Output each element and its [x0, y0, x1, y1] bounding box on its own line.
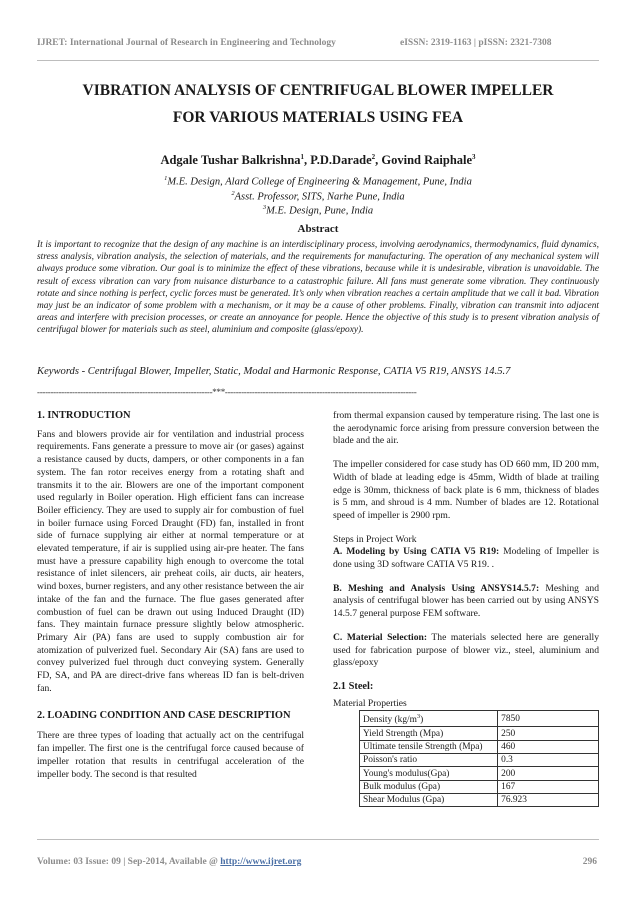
impeller-paragraph: The impeller considered for case study has OD 660 mm, ID 200 mm, Width of blade at leading edge is 45mm, Width of blade at trailing edge is 30mm, thickness of back plate is 6 mm, thickness of blades is 5 mm, and shroud is 4 mm. Number of blades are 12. Rotational speed of impeller is 2900 rpm. — [333, 459, 599, 521]
density-unit-sup: 3 — [416, 713, 421, 721]
property-name — [360, 711, 498, 727]
affiliation-1-sup: 1 — [164, 175, 168, 182]
journal-link[interactable]: http://www.ijret.org — [220, 857, 302, 867]
intro-paragraph: Fans and blowers provide air for ventilation and industrial process requirements. Fans generate a pressure to move air (or gases) against a resistance caused by ducts, dampers, or other components in a fan system. The fan rotor receives energy from a rotating shaft and transmits it to the air. Blowers are one of the important component used regularly in Boiler operation. High efficient fans can increase Boiler efficiency. They are used to supply air for combustion of fuel in boiler furnace using Forced Draught (FD) fan, installed in front side of furnace supplying air either at normal temperature or at elevated temperature, if air is supplied using air-pre heater. The fans must have a pressure capability high enough to overcome the total resistance of inlet silencers, air preheat coils, air ducts, air heaters, wind boxes, burner registers, and any other resistance between the air intake of the fan and the furnace. The flue gases generated after combustion of fuel can be drawn out using Induced Draught (ID) fans. They maintain furnace pressure slightly below atmospheric. Primary Air (PA) fans are used to supply combustion air for atomization of pulverized fuel. Secondary Air (SA) fans are used to convey pulverized fuel through duct conveying system. Generally FD, SA, and PA are direct-drive fans whereas ID fan is belt-driven fan. — [37, 428, 304, 694]
property-value: 460 — [498, 740, 599, 753]
property-value: 167 — [498, 780, 599, 793]
section-separator: -----------------------------------------------------------------***----------------------------------------------------------------------- — [37, 387, 417, 397]
property-value: 200 — [498, 767, 599, 780]
property-name: Poisson's ratio — [360, 754, 498, 767]
table-row — [360, 740, 599, 753]
thermal-paragraph: from thermal expansion caused by temperature rising. The last one is the aerodynamic force arising from pressure conversion between the blade and the air. — [333, 410, 599, 447]
step-a-text: Modeling of Impeller is done using 3D software CATIA V5 R19. . — [333, 546, 599, 571]
steel-heading: 2.1 Steel: — [333, 680, 374, 692]
issn: eISSN: 2319-1163 | pISSN: 2321-7308 — [400, 38, 552, 48]
property-name: Bulk modulus (Gpa) — [360, 780, 498, 793]
keywords: Keywords - Centrifugal Blower, Impeller, Static, Modal and Harmonic Response, CATIA V5 R19, ANSYS 14.5.7 — [37, 366, 511, 377]
author-3: , Govind Raiphale — [375, 153, 473, 168]
step-b-text: Meshing and analysis of centrifugal blower has been carried out by using ANSYS 14.5.7 general purpose FEM software. — [333, 582, 599, 620]
property-name: Yield Strength (Mpa) — [360, 727, 498, 740]
loading-paragraph: There are three types of loading that actually act on the centrifugal fan impeller. The first one is the centrifugal force caused because of impeller rotation that results in centrifugal acceleration of the impeller body. The second is that resulted — [37, 730, 304, 780]
affiliation-2 — [37, 191, 599, 203]
property-value: 0.3 — [498, 754, 599, 767]
paper-title-line-1: VIBRATION ANALYSIS OF CENTRIFUGAL BLOWER IMPELLER — [82, 82, 554, 99]
property-value: 250 — [498, 727, 599, 740]
step-a — [333, 546, 599, 571]
author-1: Adgale Tushar Balkrishna — [160, 153, 301, 168]
affiliation-1-text: M.E. Design, Alard College of Engineering & Management, Pune, India — [167, 176, 472, 188]
property-value: 76.923 — [498, 793, 599, 806]
step-b — [333, 583, 599, 621]
loading-heading: 2. LOADING CONDITION AND CASE DESCRIPTION — [37, 710, 291, 722]
property-value: 7850 — [498, 711, 599, 727]
abstract-heading: Abstract — [297, 223, 339, 235]
affiliation-3-text: M.E. Design, Pune, India — [266, 205, 374, 217]
journal-name: IJRET: International Journal of Research in Engineering and Technology — [37, 38, 336, 48]
step-c-label: C. Material Selection: — [333, 631, 428, 643]
author-2: , P.D.Darade — [304, 153, 372, 168]
table-row — [360, 780, 599, 793]
property-name: Shear Modulus (Gpa) — [360, 793, 498, 806]
header-rule — [37, 60, 599, 61]
table-row — [360, 754, 599, 767]
material-properties-table — [359, 710, 599, 807]
density-close: ) — [420, 715, 424, 726]
affiliation-2-text: Asst. Professor, SITS, Narhe Pune, India — [234, 191, 405, 203]
affiliation-3-sup: 3 — [262, 204, 267, 211]
table-row — [360, 727, 599, 740]
property-name: Ultimate tensile Strength (Mpa) — [360, 740, 498, 753]
footer-rule — [37, 839, 599, 840]
table-row — [360, 793, 599, 806]
density-label: Density (kg/m — [363, 715, 417, 726]
running-header — [37, 38, 597, 48]
step-b-label: B. Meshing and Analysis Using ANSYS14.5.7: — [333, 582, 540, 594]
table-row — [360, 767, 599, 780]
paper-title-line-2: FOR VARIOUS MATERIALS USING FEA — [172, 109, 464, 126]
right-column — [333, 410, 599, 807]
affiliation-1 — [37, 176, 599, 188]
affiliation-2-sup: 2 — [231, 190, 235, 197]
table-row — [360, 711, 599, 727]
abstract-text: It is important to recognize that the design of any machine is an interdisciplinary process, involving aerodynamics, thermodynamics, fluid dynamics, stress analysis, vibration analysis, the selection of materials, and the requirements for manufacturing. The operation of any mechanical system will always produce some vibration. Our goal is to minimize the effect of these vibrations, because while it is undesirable, vibration is unavoidable. The result of excess vibration can vary from nuisance disturbance to a catastrophic failure. All fans must generate some vibration. They continuously rotate and since nothing is perfect, cyclic forces must be generated. It’s only when vibration reaches a certain amplitude that we call it bad. Vibration may just be an indicator of some problem with a mechanism, or it may be a cause of other problems. Finally, vibration can transmit into adjacent areas and interfere with precision processes, or create an annoyance for people. Hence the objective of this study is to present vibration analysis of centrifugal blower for materials such as steel, aluminium and composite (glass/epoxy). — [37, 240, 599, 336]
steps-title: Steps in Project Work — [333, 533, 417, 545]
step-c-text: The materials selected here are generally used for fabrication purpose of blower viz., steel, aluminium and glass/epoxy — [333, 631, 599, 669]
left-column — [37, 410, 304, 781]
author-3-sup: 3 — [472, 153, 476, 161]
step-a-label: A. Modeling by Using CATIA V5 R19: — [333, 546, 500, 558]
page-number: 296 — [582, 857, 597, 867]
intro-heading: 1. INTRODUCTION — [37, 410, 131, 421]
affiliation-3 — [37, 205, 599, 217]
property-name: Young's modulus(Gpa) — [360, 767, 498, 780]
running-footer — [37, 857, 599, 867]
volume-info: Volume: 03 Issue: 09 | Sep-2014, Available @ — [37, 857, 221, 867]
author-list — [37, 153, 599, 168]
author-2-sup: 2 — [371, 153, 376, 161]
author-1-sup: 1 — [300, 153, 305, 161]
material-properties-label: Material Properties — [333, 697, 407, 709]
step-c — [333, 632, 599, 670]
